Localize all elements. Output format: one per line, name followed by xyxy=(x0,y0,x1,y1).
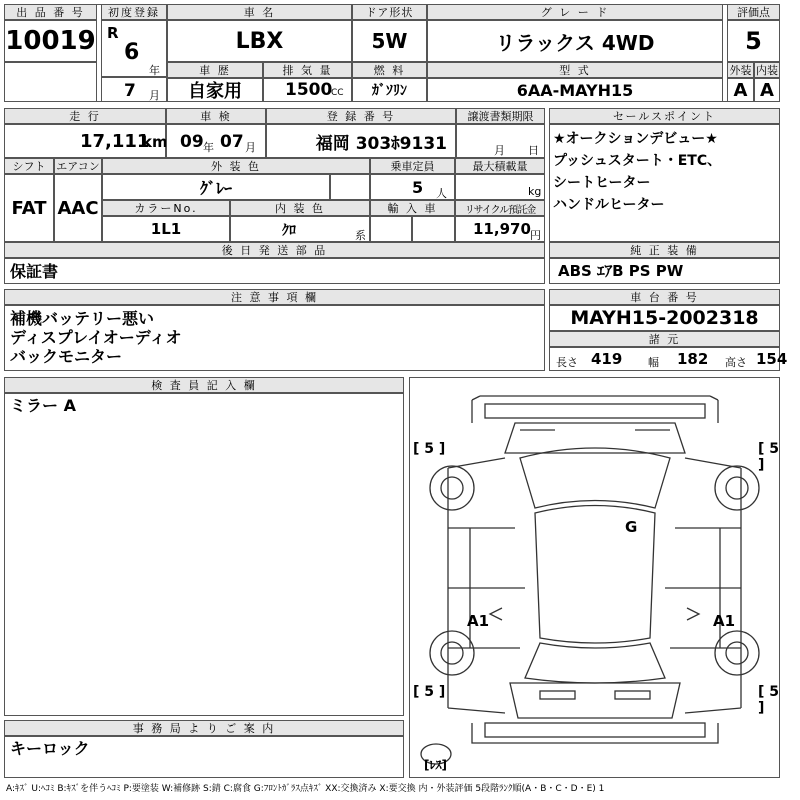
fuel: ｶﾞｿﾘﾝ xyxy=(352,78,427,102)
first-reg-month: 7 xyxy=(124,81,136,101)
color-no-label: カラーNo. xyxy=(102,200,230,216)
score: 5 xyxy=(727,20,780,62)
inspection-year-unit: 年 xyxy=(203,141,214,154)
inspector-notes: ミラー A xyxy=(10,396,76,415)
damage-mark-left-mirror: A1 xyxy=(467,612,490,630)
spare-tire-mark: [ﾚｽ] xyxy=(424,758,447,772)
shift-label: シフト xyxy=(4,158,54,174)
sales-points-line-2: プッシュスタート・ETC、 xyxy=(553,153,722,169)
import-box-1 xyxy=(370,216,412,242)
shift: FAT xyxy=(4,174,54,242)
mileage-unit: km xyxy=(142,133,168,151)
int-color-box xyxy=(230,216,370,242)
notes-label: 注 意 事 項 欄 xyxy=(4,289,545,305)
damage-mark-right-mirror: A1 xyxy=(713,612,736,630)
notes-line-3: バックモニター xyxy=(10,347,123,366)
import-label: 輸 入 車 xyxy=(370,200,455,216)
inspection-month-unit: 月 xyxy=(245,141,256,154)
plate: 福岡 303ﾎ9131 xyxy=(266,124,456,158)
fuel-label: 燃 料 xyxy=(352,62,427,78)
history: 自家用 xyxy=(167,78,263,102)
ext-color-blank xyxy=(330,174,370,200)
aircon: AAC xyxy=(54,174,102,242)
mileage: 17,111 xyxy=(80,131,150,152)
ext-color: ｸﾞﾚｰ xyxy=(102,174,330,200)
grade: リラックス 4WD xyxy=(427,20,723,62)
import-box-2 xyxy=(412,216,455,242)
displacement: 1500 xyxy=(285,80,333,100)
int-color: ｸﾛ xyxy=(282,223,296,239)
specs-width: 182 xyxy=(677,350,709,368)
door-type: 5W xyxy=(352,20,427,62)
plate-label: 登 録 番 号 xyxy=(266,108,456,124)
max-load-unit: kg xyxy=(528,185,542,198)
exterior-grade-label: 外装 xyxy=(727,62,754,78)
car-diagram xyxy=(409,377,780,778)
ext-color-label: 外 装 色 xyxy=(102,158,370,174)
recycle-label: リサイクル預託金 xyxy=(455,200,545,216)
interior-grade-label: 内装 xyxy=(756,64,778,77)
later-parts: 保証書 xyxy=(10,262,59,281)
specs-width-label: 幅 xyxy=(648,356,659,369)
mileage-label: 走 行 xyxy=(4,108,166,124)
lot-number: 10019 xyxy=(4,20,97,62)
specs-height: 154 xyxy=(756,350,788,368)
sales-points-line-1: ★オークションデビュー★ xyxy=(553,131,718,147)
recycle: 11,970 xyxy=(473,220,531,238)
lot-label: 出 品 番 号 xyxy=(4,4,97,20)
specs-height-label: 高さ xyxy=(725,356,747,369)
sales-points-line-4: ハンドルヒーター xyxy=(553,197,665,213)
capacity: 5 xyxy=(412,178,424,197)
car-name: LBX xyxy=(167,20,352,62)
specs-label: 諸 元 xyxy=(549,331,780,347)
model: 6AA-MAYH15 xyxy=(427,78,723,102)
equipment: ABS ｴｱB PS PW xyxy=(558,262,684,280)
interior-grade: A xyxy=(754,78,780,102)
notes-line-2: ディスプレイオーディオ xyxy=(10,328,182,347)
inspection-month: 07 xyxy=(220,132,244,152)
int-color-unit: 系 xyxy=(355,229,366,242)
office-notes: キーロック xyxy=(10,739,90,758)
transfer-label: 譲渡書類期限 xyxy=(456,108,545,124)
specs-length-label: 長さ xyxy=(556,356,578,369)
later-parts-box xyxy=(4,258,545,284)
displacement-label: 排 気 量 xyxy=(263,62,352,78)
inspector-box xyxy=(4,393,404,716)
first-reg-year: 6 xyxy=(124,40,140,65)
score-label: 評価点 xyxy=(727,4,780,20)
model-label: 型 式 xyxy=(427,62,723,78)
sales-points-label: セールスポイント xyxy=(549,108,780,124)
grade-label: グ レ ー ド xyxy=(427,4,723,20)
notes-line-1: 補機バッテリー悪い xyxy=(10,309,155,328)
chassis-label: 車 台 番 号 xyxy=(549,289,780,305)
inspection-year: 09 xyxy=(180,132,204,152)
capacity-unit: 人 xyxy=(436,187,447,200)
later-parts-label: 後 日 発 送 部 品 xyxy=(4,242,545,258)
history-label: 車 歴 xyxy=(167,62,263,78)
door-label: ドア形状 xyxy=(352,4,427,20)
chassis: MAYH15-2002318 xyxy=(549,305,780,331)
first-reg-month-unit: 月 xyxy=(149,89,160,102)
transfer-month-unit: 月 xyxy=(494,144,505,157)
inspection-label: 車 検 xyxy=(166,108,266,124)
int-color-label: 内 装 色 xyxy=(230,200,370,216)
first-reg-label: 初度登録 xyxy=(101,4,167,20)
color-no: 1L1 xyxy=(102,216,230,242)
car-name-label: 車 名 xyxy=(167,4,352,20)
lot-blank xyxy=(4,62,97,102)
max-load-label: 最大積載量 xyxy=(455,158,545,174)
recycle-unit: 円 xyxy=(530,229,541,242)
legend-footer: A:ｷｽﾞ U:ﾍｺﾐ B:ｷｽﾞを伴うﾍｺﾐ P:要塗装 W:補修跡 S:錆 C:腐食 G:ﾌﾛﾝﾄｶﾞﾗｽ点ｷｽﾞ XX:交換済み X:要交換 内・外装評価 5段階ﾗﾝｸ順(A・B・C・D・E) 1 xyxy=(6,784,605,794)
tire-rear-right-score: [ 5 ] xyxy=(758,684,780,716)
exterior-grade: A xyxy=(727,78,754,102)
car-diagram-drawing xyxy=(410,378,779,777)
tire-front-left-score: [ 5 ] xyxy=(413,441,446,457)
equipment-label: 純 正 装 備 xyxy=(549,242,780,258)
inspector-label: 検 査 員 記 入 欄 xyxy=(4,377,404,393)
tire-front-right-score: [ 5 ] xyxy=(758,441,780,473)
displacement-unit: CC xyxy=(331,88,344,98)
sales-points-line-3: シートヒーター xyxy=(553,175,651,191)
first-reg-era: R xyxy=(107,24,119,42)
aircon-label: エアコン xyxy=(54,158,102,174)
transfer-day-unit: 日 xyxy=(528,144,539,157)
office-label: 事 務 局 よ り ご 案 内 xyxy=(4,720,404,736)
capacity-label: 乗車定員 xyxy=(370,158,455,174)
first-reg-year-unit: 年 xyxy=(149,64,160,77)
specs-length: 419 xyxy=(591,350,623,368)
tire-rear-left-score: [ 5 ] xyxy=(413,684,446,700)
damage-mark-windshield: G xyxy=(625,518,638,536)
